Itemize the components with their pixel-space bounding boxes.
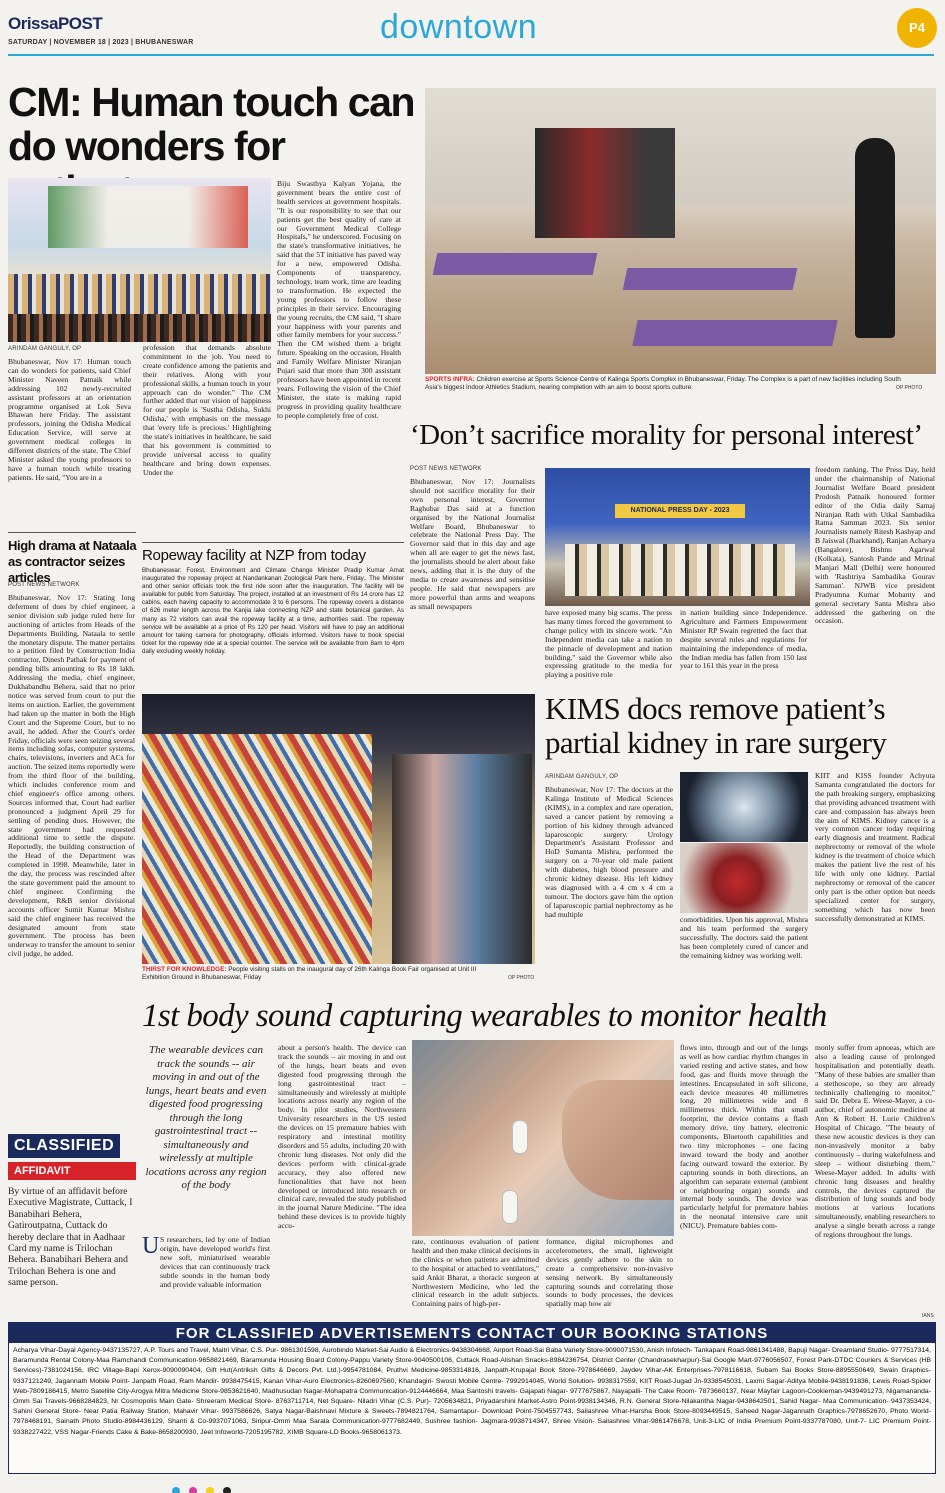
press-day-photo bbox=[545, 468, 810, 606]
registration-marks bbox=[170, 1480, 770, 1490]
wearables-col-3-text: rate, continuous evaluation of patient health and then make clinical decisions in the clinics or when patients are admitted to the hospital or attached to ventilators," said Ankit Bharat, a thoracic surgeon at Northwestern Medicine, who led the clinical research in the adult subjects. Containing pairs of high-per- bbox=[412, 1238, 539, 1309]
masthead-rule bbox=[8, 54, 934, 56]
sports-photo-person bbox=[855, 138, 895, 338]
reg-dot-cyan bbox=[172, 1487, 180, 1493]
sports-photo-mat-1 bbox=[433, 253, 598, 275]
bookfair-caption-label: THIRST FOR KNOWLEDGE: bbox=[142, 966, 227, 973]
wearables-headline: 1st body sound capturing wearables to monitor health bbox=[142, 998, 827, 1034]
kims-col-1-text: Bhubaneswar, Nov 17: The doctors at the Kalinga Institute of Medical Sciences (KIMS), in a complex and rare operation, saved a cancer patient by removing a portion of his kidney through advanced laparoscopic surgery. Urology Department's Assistant Professor and HoD Sumanta Mishra, performed the surgery on a 70-year old male patient with diabetes, high blood pressure and chronic kidney disease. His left kidney was diagnosed with a 4 cm x 4 cm a tumour. The doctors gave him the option of laparoscopic partial nephrectomy as he had multiple bbox=[545, 786, 673, 919]
press-day-dignitaries bbox=[565, 544, 795, 596]
bookfair-caption-text: People visiting stalls on the inaugural day of 26th Kalinga Book Fair organised at Unit III Exhibition Ground in Bhubaneswar, Friday bbox=[142, 966, 477, 981]
morality-col-1 bbox=[410, 478, 535, 680]
lead-col-3-text: Biju Swasthya Kalyan Yojana, the government bears the entire cost of health services at government hospitals. "It is our responsibility to see that our patients get the best quality of care at our Government Medical College Hospitals," he underscored. Focusing on the state's transformative initiatives, he said that the 5T initiative has paved way for a new, empowered Odisha. Components of transparency, technology, team work, time are leading to transformation. He expected the young professors to follow these principles in their service. Encouraging the young recruits, the CM said, "I share your happiness with your parents and other family members for your success." Then the CM wished them a bright future. Speaking on the occasion, Health and Family Welfare Minister Niranjan Pujari said that more than 300 assistant professors have been appointed in recent years. Following the vision of the Chief Minister, the state is making rapid progress in providing quality healthcare to people completely free of cost. bbox=[277, 180, 401, 420]
wearables-device-1 bbox=[512, 1120, 528, 1154]
wearables-col-4 bbox=[546, 1238, 673, 1320]
bookfair-books-left bbox=[142, 734, 372, 964]
sports-photo bbox=[425, 88, 936, 374]
morality-col-1-text: Bhubaneswar, Nov 17: Journalists should not sacrifice morality for their own personal interest, Governor Raghubar Das said at a function organised by the National Journalist Welfare Board, Bhubaneswar to celebrate the National Press Day. The Governor said that in this day and age when all are eager to get the news fast, the journalists should be alert about fake news, adding that it is the duty of the media to create awareness and sensitise people. He said that newspapers are more powerful than arms and weapons as small newspapers bbox=[410, 478, 535, 611]
lead-col-2 bbox=[143, 344, 271, 526]
bookfair-caption bbox=[142, 966, 502, 981]
wearables-col-2-text: about a person's health. The device can track the sounds – air moving in and out of the lungs, heart beats and even digested food progressing through the long gastrointestinal tract – simultaneously and wirelessly at multiple locations across nearly any region of the body. In pilot studies, Northwestern University researchers in the US tested the devices on 15 premature babies with respiratory and intestinal motility disorders and 55 adults, including 20 with chronic lung diseases. Not only did the devices perform with clinical-grade accuracy, they also offered new functionalities that have not been developed or introduced into research or clinical care, revealed the study published in the journal Nature Medicine. "The idea behind these devices is to provide highly accu- bbox=[278, 1044, 406, 1231]
sports-caption bbox=[425, 376, 915, 391]
morality-byline: POST NEWS NETWORK bbox=[410, 466, 482, 472]
lead-col-1 bbox=[8, 358, 131, 526]
sports-photo-mat-3 bbox=[632, 320, 838, 346]
bookfair-people bbox=[392, 754, 532, 964]
wearables-pullquote: The wearable devices can track the sounds -- air moving in and out of the lungs, heart beats and even digested food progressing through the long gastrointestinal tract -- simultaneously and wirelessly at multiple locations across any region of the body bbox=[145, 1044, 267, 1191]
brand-logo bbox=[8, 14, 102, 34]
wearables-col-5 bbox=[680, 1044, 808, 1320]
kims-specimen-image bbox=[680, 843, 808, 913]
ropeway-body: Bhubaneswar: Forest, Environment and Climate Change Minister Pradip Kumar Amat inaugurated the ropeway project at Nandankanan Zoological Park here, Friday.. The Minister and other senior officials took the first ride soon after the inauguration. The facility will be available for public from Saturday. The project, installed at an investment of Rs 14 crore has 12 cabins, each having capacity to accommodate 3 to 6 persons. The ropeway covers a distance of 626 meter length across the Kanjia lake connecting NZP and state botanical garden. As many as 72 visitors can avail the ropeway facility at a time, authorities said. The ropeway service will be available at a price of Rs 120 per head. Visitors will have to pay an additional amount for taking camera for photography, officials informed. Visitors have to book special ticket for the ropeway ride at a special counter. The service will be available from 8am to 4pm daily excluding weekly holiday. bbox=[142, 567, 404, 655]
reg-dot-black bbox=[223, 1487, 231, 1493]
lead-photo-audience bbox=[8, 314, 271, 342]
lead-photo-stage bbox=[8, 274, 271, 314]
nataala-text: Bhubaneswar, Nov 17: Stating long deferment of dues by chief engineer, a senior division sub judge ruled here for auctioning of articles from Heads of the Departments Building, Nataala to settle the monetary dispute. The matter pertains to a petition filed by Construction India contractor, Dinesh Pathak for payment of pending bills amounting to Rs 18 lakh. Addressing the media, chief engineer, Dukhabandhu Behera, said that no prior notice was served from court to put the items on auction. Earlier, the government had taken up the matter in both the High Court and the Supreme Court, but to no avail, he added. After the Court's order Friday, officials were seen seizing several items including sofas, computer systems, chairs, televisions, inverters and ACs for auction. The seized items reportedly were from the third floor of the building, which includes conference room and chief engineer's office among others. Sources informed that, Court had earlier pronounced a judgment April 29 for settling of pending dues. However, the state government had requested additional time to settle the dispute. Reportedly, the building construction of the Head of the Department was completed in 1998. Meanwhile, later in the day, the process was rescinded after the state government paid the amount to chief engineer. Confirming the development, R&B senior divisional accounts officer Sumit Kumar Mishra said the chief engineer has received the designated amount from state government. The process has been underway to transfer the amount to senior civil judge, he added. bbox=[8, 594, 135, 959]
lead-col-1-text: Bhubaneswar, Nov 17: Human touch can do wonders for patients, said Chief Minister Naveen Patnaik while addressing 102 newly-recruited assistant professors at an orientation programme organised at Lok Seva Bhawan here Friday. The assistant professors, joining the Odisha Medical Education Service, will serve at government medical colleges in different districts of the state. The Chief Minister asked the young professors to have a human touch while treating patients. He said, "You are in a bbox=[8, 358, 131, 482]
kims-col-1 bbox=[545, 786, 673, 984]
morality-col-4-text: freedom ranking. The Press Day, held under the chairmanship of National Journalist Welfare Board president Prodosh Patnaik honoured former editor of the Odia daily Samaj Niranjan Rath with Utkal Sambadika Ratna Samman 2023. Six senior Journalists namely Ritesh Kashyap and B Jaiswal (Jharkhand), Ranjan Acharya (Bangalore), Bishnu Agarwal (Kolkata), Santosh Pande and Mrinal Manjari Mall (Delhi) were honoured with 'Rashtriya Sambadika Gourav Samman'. NJWB vice president Pradyumna Kumar Mohanty and general secretary Santa Mishra also addressed the gathering on the occasion. bbox=[815, 466, 935, 626]
wearables-dropcap: U bbox=[142, 1236, 160, 1259]
page-number-badge bbox=[897, 8, 937, 48]
date-line: SATURDAY | NOVEMBER 18 | 2023 | BHUBANESWAR bbox=[8, 39, 194, 46]
booking-text: Acharya Vihar-Dayal Agency-9437135727, A.P. Tours and Travel, Maitri Vihar, C.S. Pur- 9861301598, Aurobindo Market-Sai Audio & Electronics-9438304668, Airport Road-Sai Baba Variety Store-9090071530, Anish Infotech- Tankapani Road-9861341488, Bapuji Nagar- Dreamland Studio- 9777517314, Baramunda Rental Colony-Maa Ramchandi Communication-9658821469, Baramunda Housing Board Colony-Pappu Variety Store-9040500106, Cuttack Road-Alishan Snacks-8984236754, District Center (Chandrasekharpur)-Sai Google Mart-9776056507, Forest Park-DTDC Couriers & Services (HB Services)-7381024156, IRC Village-Bapi Xerox-9090090404, Gift Hut(Antriksh Gifts & Decors Pvt. Ltd.)-9954781084, Pruthvi Medicine-9853314816, Janpath-Krupajal Book Store-7978646669, Jaydev Vihar-AK Enterprises-7978116618, Subam Sai Books Store-8895550649, Swain Graphics- 9337121249, Jagannath Mobile Point- Janpath Road, Ram Mandir- 9938475415, Kanan Vihar-Auro Electronics-8260697560, Khandagiri- Swosti Mobile Centre- 7992914045, World Solution- 9938317559, KIIT Road-Jugad Jn-9338545031, Laxmi Sagar-Aditya Mobile-9438191836, Lewis Road-Spider Web-7809186415, Metro Satellite City-Arogya Mitra Medicine Store-9853621640, Madhusudan Nagar-Mohapatra Communication-9124446664, Maa Santoshi travels- Gajapati Nagar- 9777675867, Nayapalli- The Cake Room- 7873660137, Near Mayfair Lagoon-Cookieman-9439491273, Nigamananda-Omm Sai Travels-9668284823, Nr Cosmopolis Main Gate- Shreeram Medical Store- 8763711714, Net Square- Niladri Vihar (C.S. Pur)- 7205634821, Priyadarshini Market-Astro Point-9938134346, R.N. General Store-Nilakantha Nagar-9438642501, Sahid Nagar- Maa Communication- 9437353424, Sahini General Store- Near Patia Railway Station, Mahavir Vihar- 9937586626, Satya Nagar-Baishnavi Mixture & Sweets-7894821764, Samantapur- Download Point-7504557743, Sailashree Vihar-Harsha Book Store-8093449515, Saheed Nagar-Jagannath Graphics-7978652670, Photo World-7978468191, Sainath Photo Studio-8984436129, Shanti & Co-9937071063, Siripur-Omm Maa Sarala Communication-9777682449, Sushree fashion- Jagmara-9938714347, Shree Vision- Sailashree Vihar-9861476678, Unit-3-LIC of India Premium Point-9337787080, Unit-7- LIC Premium Point- 9338227422, VSS Nagar-Friends Cake & Bake-8658200930, Jeet Infoworld-7205195782, XIMB Square-LD Books-9658061373. bbox=[13, 1347, 931, 1436]
wearables-photo bbox=[412, 1040, 674, 1236]
morality-headline: ‘Don’t sacrifice morality for personal interest’ bbox=[410, 419, 923, 451]
lead-photo-banner bbox=[48, 186, 248, 248]
affidavit-text: By virtue of an affidavit before Executive Magistrate, Cuttack, I Banabihari Behera, Gatiroutpatna, Cuttack do hereby declare that in Aadhaar Card my name is Trilochan Behera. Banabihari Behera and Trilochan Behera is one and same person. bbox=[8, 1186, 133, 1289]
wearables-credit: IANS bbox=[922, 1313, 934, 1319]
bookfair-photo bbox=[142, 694, 535, 964]
booking-title: FOR CLASSIFIED ADVERTISEMENTS CONTACT OUR BOOKING STATIONS bbox=[175, 1325, 769, 1342]
kims-col-2-text: comorbidities. Upon his approval, Mishra and his team performed the surgery successfully. The doctors said the patient has been completely cured of cancer and the remaining kidney was working well. bbox=[680, 916, 808, 960]
morality-col-4 bbox=[815, 466, 935, 680]
wearables-hand bbox=[562, 1080, 674, 1200]
sports-credit: OP PHOTO bbox=[896, 385, 923, 391]
lead-headline-line2: do wonders for bbox=[8, 123, 285, 169]
wearables-col-1 bbox=[142, 1236, 270, 1320]
kims-headline-line2: partial kidney in rare surgery bbox=[545, 725, 887, 760]
nataala-rule bbox=[8, 532, 136, 533]
classified-label: CLASSIFIED bbox=[14, 1137, 115, 1154]
nataala-headline: High drama at Nataala as contractor seizes articles bbox=[8, 538, 137, 585]
affidavit-label-box bbox=[8, 1162, 136, 1180]
reg-dot-magenta bbox=[189, 1487, 197, 1493]
morality-col-2 bbox=[545, 609, 672, 681]
wearables-col-6 bbox=[815, 1044, 935, 1312]
wearables-device-2 bbox=[502, 1190, 518, 1224]
wearables-col-6-text: monly suffer from apnoeas, which are also a leading cause of prolonged hospitalisation and potentially death. "Many of these babies are smaller than a stethoscope, so they are already technically challenging to monitor," said Dr. Debra E. Weese-Mayer, a co-author, chief of autonomic medicine at Ann & Robert H. Lurie Children's Hospital of Chicago. "The beauty of these new acoustic devices is they can non-invasively monitor a baby continuously – during wakefulness and sleep – without disturbing them," Weese-Mayer added. In adults with chronic lung diseases and healthy controls, the devices captured the distribution of lung sounds and body motions at various locations simultaneously, enabling researchers to analyse a single breath across a range of regions throughout the lungs. bbox=[815, 1044, 935, 1240]
wearables-col-1-text: S researchers, led by one of Indian origin, have developed world's first new soft, miniaturised wearable devices that can continuously track subtle sounds in the human body and provide valuable information bbox=[160, 1236, 270, 1289]
booking-title-bar bbox=[9, 1323, 935, 1343]
sports-photo-machine bbox=[535, 128, 675, 238]
morality-col-3 bbox=[680, 609, 807, 681]
masthead bbox=[8, 6, 938, 52]
wearables-col-4-text: formance, digital microphones and accelerometers, the small, lightweight devices gently adhere to the skin to create a comprehensive non-invasive sensing network. By simultaneously capturing sounds and correlating those sounds to body processes, the devices spatially map how air bbox=[546, 1238, 673, 1309]
kims-headline-line1: KIMS docs remove patient’s bbox=[545, 691, 885, 726]
section-title: downtown bbox=[380, 8, 538, 46]
morality-col-2-text: have exposed many big scams. The press has many times forced the government to change policy with its sincere work. "An Independent media can take a nation to the pinnacle of development and nation building," said the Governor while also expressing gratitude to the media for playing a positive role bbox=[545, 609, 672, 680]
lead-col-3 bbox=[277, 180, 401, 526]
kims-headline bbox=[545, 692, 937, 760]
nataala-body bbox=[8, 594, 135, 1118]
booking-box bbox=[8, 1322, 936, 1474]
sports-caption-label: SPORTS INFRA: bbox=[425, 376, 475, 383]
reg-dot-yellow bbox=[206, 1487, 214, 1493]
kims-col-3-text: KIIT and KISS founder Achyuta Samanta congratulated the doctors for the path breaking surgery, emphasizing that providing advanced treatment with care and compassion has always been the aim of KIMS. Kidney cancer is a very common cancer today requiring early diagnosis and treatment. Radical nephrectomy or removal of the whole kidney is the treatment of choice which makes the patient live the rest of his life with only one kidney. Partial nephrectomy or removal of the cancer only part is the other option but needs specialized center for surgery, something which has now been successfully demonstrated at KIMS. bbox=[815, 772, 935, 923]
classified-label-box bbox=[8, 1134, 120, 1158]
ropeway-box bbox=[142, 542, 404, 682]
wearables-col-2 bbox=[278, 1044, 406, 1320]
morality-col-3-text: in nation building since Independence. Agriculture and Farmers Empowerment Minister RP Swain regretted the fact that despite several rules and regulations for maintaining the independence of media, the Indian media has fallen from 150 last year to 161 this year in the press bbox=[680, 609, 807, 671]
lead-photo-credit: ARINDAM GANGULY, OP bbox=[8, 346, 82, 352]
kims-scan-image bbox=[680, 772, 808, 842]
sports-caption-text: Children exercise at Sports Science Centre of Kalinga Sports Complex in Bhubaneswar, Friday. The Complex is a part of new facilities including South Asia's biggest Indoor Athletics Stadium, nearing completion with an aim to boost sports culture. bbox=[425, 376, 901, 391]
kims-col-2 bbox=[680, 916, 808, 984]
sports-photo-mat-2 bbox=[623, 268, 798, 290]
brand-post: POST bbox=[57, 14, 103, 33]
wearables-col-3 bbox=[412, 1238, 539, 1320]
page-number: P4 bbox=[909, 20, 925, 35]
nataala-byline: POST NEWS NETWORK bbox=[8, 582, 80, 588]
kims-byline: ARINDAM GANGULY, OP bbox=[545, 774, 619, 780]
lead-photo bbox=[8, 178, 271, 342]
affidavit-label: AFFIDAVIT bbox=[14, 1165, 71, 1177]
lead-headline-line1: CM: Human touch can bbox=[8, 79, 415, 125]
lead-col-2-text: profession that demands absolute commitment to the job. You need to create confidence among the patients and their relatives. Along with your professional skills, a human touch in your approach can do wonder." The CM further added that our vision of happiness for our people is 'Sustha Odisha, Sukhi Odisha,' with emphasis on the message that 'every life is precious.' Highlighting the state's initiatives in healthcare, he said that his government is committed to provide universal access to quality healthcare and bring down expenses. Under the bbox=[143, 344, 271, 477]
bookfair-credit: OP PHOTO bbox=[508, 975, 535, 981]
kims-col-3 bbox=[815, 772, 935, 984]
press-day-banner: NATIONAL PRESS DAY - 2023 bbox=[615, 504, 745, 518]
wearables-col-5-text: flows into, through and out of the lungs as well as how cardiac rhythm changes in varied resting and active states, and how food, gas and fluids move through the intestines. Encapsulated in soft silicone, each device measures 40 millimetres long, 20 millimetres wide and 8 millimetres thick. Within that small footprint, the device contains a flash memory drive, tiny battery, electronic components, Bluetooth capabilities and two tiny microphones – one facing inward toward the body and another facing outward toward the exterior. By capturing sounds in both directions, an algorithm can separate external (ambient or neighbouring organ) sounds and internal body sounds. The device was particularly helpful for premature babies in the neonatal intensive care unit (NICU). Premature babies com- bbox=[680, 1044, 808, 1231]
brand-orissa: Orissa bbox=[8, 14, 58, 33]
ropeway-headline: Ropeway facility at NZP from today bbox=[142, 547, 366, 564]
